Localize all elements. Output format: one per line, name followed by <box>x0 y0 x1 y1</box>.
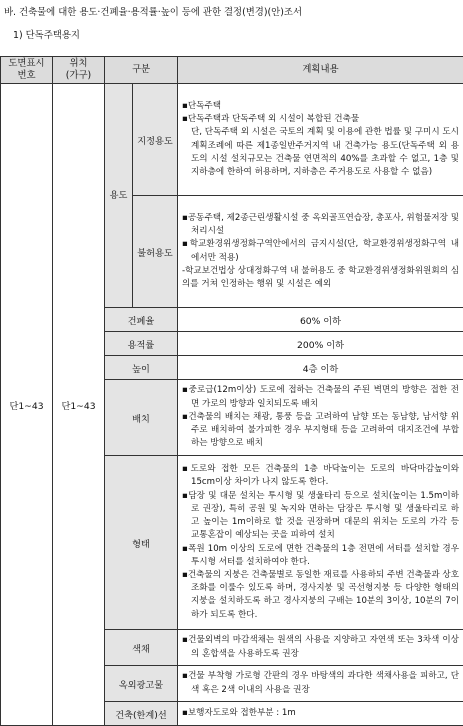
section-subheading: 1) 단독주택용지 <box>13 27 80 41</box>
height-label: 높이 <box>105 356 178 380</box>
setback-content <box>178 702 463 726</box>
list-item: ▪폭원 10m 이상의 도로에 면한 건축물의 1층 전면에 셔터를 설치할 경우 투시형 셔터를 설치하여야 한다. <box>182 543 459 569</box>
location-cell: 단1~43 <box>53 84 105 726</box>
header-location-line1: 위치 <box>69 58 87 69</box>
header-location <box>53 57 105 84</box>
height-value: 4층 이하 <box>178 356 463 380</box>
header-category: 구분 <box>105 57 178 84</box>
list-item: ▪담장 및 대문 설치는 투시형 및 생울타리 등으로 설치(높이는 1.5m이하로 권장), 특히 공원 및 녹지와 면하는 담장은 투시형 및 생울타리로 하고 높이는 1m이하로 할 것을 권장하며 대문의 위치는 도로의 가각 등 교통혼잡이 예상되는 곳을 피하여 설치 <box>182 490 459 543</box>
list-item: ▪보행자도로와 접한부분 : 1m <box>182 707 459 720</box>
signage-label: 옥외광고물 <box>105 666 178 702</box>
list-item: ▪건물 부착형 가로형 간판의 경우 바탕색의 과다한 색채사용을 피하고, 단색 혹은 2색 이내의 사용을 권장 <box>182 670 459 696</box>
setback-label: 건축(한계)선 <box>105 702 178 726</box>
list-item: ▪학교환경위생정화구역안에서의 금지시설(단, 학교환경위생정화구역 내에서만 적용) <box>182 238 459 264</box>
list-item: ▪건축물의 지붕은 건축물별로 동일한 재료를 사용하되 주변 건축물과 상호조화를 이룰수 있도록 하며, 경사지붕 및 곡선형지붕 등 다양한 형태의 지붕을 설치하도록 하고 경사지붕의 구배는 10분의 3이상, 10분의 7이하가 되도록 한다. <box>182 569 459 622</box>
designated-use-label: 지정용도 <box>133 84 178 196</box>
header-plan-content: 계획내용 <box>178 57 463 84</box>
table-header-row <box>1 57 463 84</box>
list-item: ▪단독주택과 단독주택 외 시설이 복합된 건축물 <box>182 113 459 126</box>
list-item: -학교보건법상 상대정화구역 내 불허용도 중 학교환경위생정화위원회의 심의를 거쳐 인정하는 행위 및 시설은 예외 <box>182 265 459 291</box>
header-location-line2: (가구) <box>66 70 91 81</box>
list-item: ▪중로급(12m이상) 도로에 접하는 건축물의 주된 벽면의 방향은 접한 전면 가로의 방향과 일치되도록 배치 <box>182 384 459 410</box>
list-item: ▪공동주택, 제2종근린생활시설 중 옥외골프연습장, 총포사, 위험물저장 및 처리시설 <box>182 212 459 238</box>
form-content <box>178 456 463 630</box>
header-drawing-number <box>1 57 53 84</box>
header-drawing-number-line1: 도면표시 <box>8 58 44 69</box>
drawing-number-cell: 단1~43 <box>1 84 53 726</box>
color-label: 색채 <box>105 630 178 666</box>
usage-group-label: 용도 <box>105 84 133 308</box>
coverage-label: 건폐율 <box>105 308 178 332</box>
coverage-value: 60% 이하 <box>178 308 463 332</box>
far-value: 200% 이하 <box>178 332 463 356</box>
regulation-table <box>0 56 463 726</box>
layout-label: 배치 <box>105 380 178 456</box>
signage-content <box>178 666 463 702</box>
list-item: ▪건물외벽의 마감색채는 원색의 사용을 지양하고 자연색 또는 3차색 이상의 혼합색을 사용하도록 권장 <box>182 634 459 660</box>
designated-use-content <box>178 84 463 196</box>
far-label: 용적률 <box>105 332 178 356</box>
color-content <box>178 630 463 666</box>
list-item: 단, 단독주택 외 시설은 국토의 계획 및 이용에 관한 법률 및 구미시 도시계획조례에 따른 제1종일반주거지역 내 건축가능 용도(단독주택 외 용도의 시설 설치규모는 건축물 연면적의 40%를 초과할 수 없고, 1층 및 지하층에 한하여 허용하며, 지하층은 주거용도로 사용할 수 없음) <box>182 126 459 179</box>
form-label: 형태 <box>105 456 178 630</box>
list-item: ▪단독주택 <box>182 100 459 113</box>
layout-content <box>178 380 463 456</box>
list-item: ▪건축물의 배치는 채광, 통풍 등을 고려하여 남향 또는 동남향, 남서향 위주로 배치하여 불가피한 경우 부지형태 등을 고려하여 대지조건에 부합하는 방향으로 배치 <box>182 411 459 451</box>
restricted-use-label: 불허용도 <box>133 196 178 308</box>
restricted-use-content <box>178 196 463 308</box>
list-item: ▪도로와 접한 모든 건축물의 1층 바닥높이는 도로의 바닥마감높이와 15cm이상 차이가 나지 않도록 한다. <box>182 463 459 489</box>
document-heading: 바. 건축물에 대한 용도·건폐율·용적률·높이 등에 관한 결정(변경)(안)조서 <box>4 4 302 18</box>
table-row <box>1 84 463 196</box>
header-drawing-number-line2: 번호 <box>17 70 35 81</box>
